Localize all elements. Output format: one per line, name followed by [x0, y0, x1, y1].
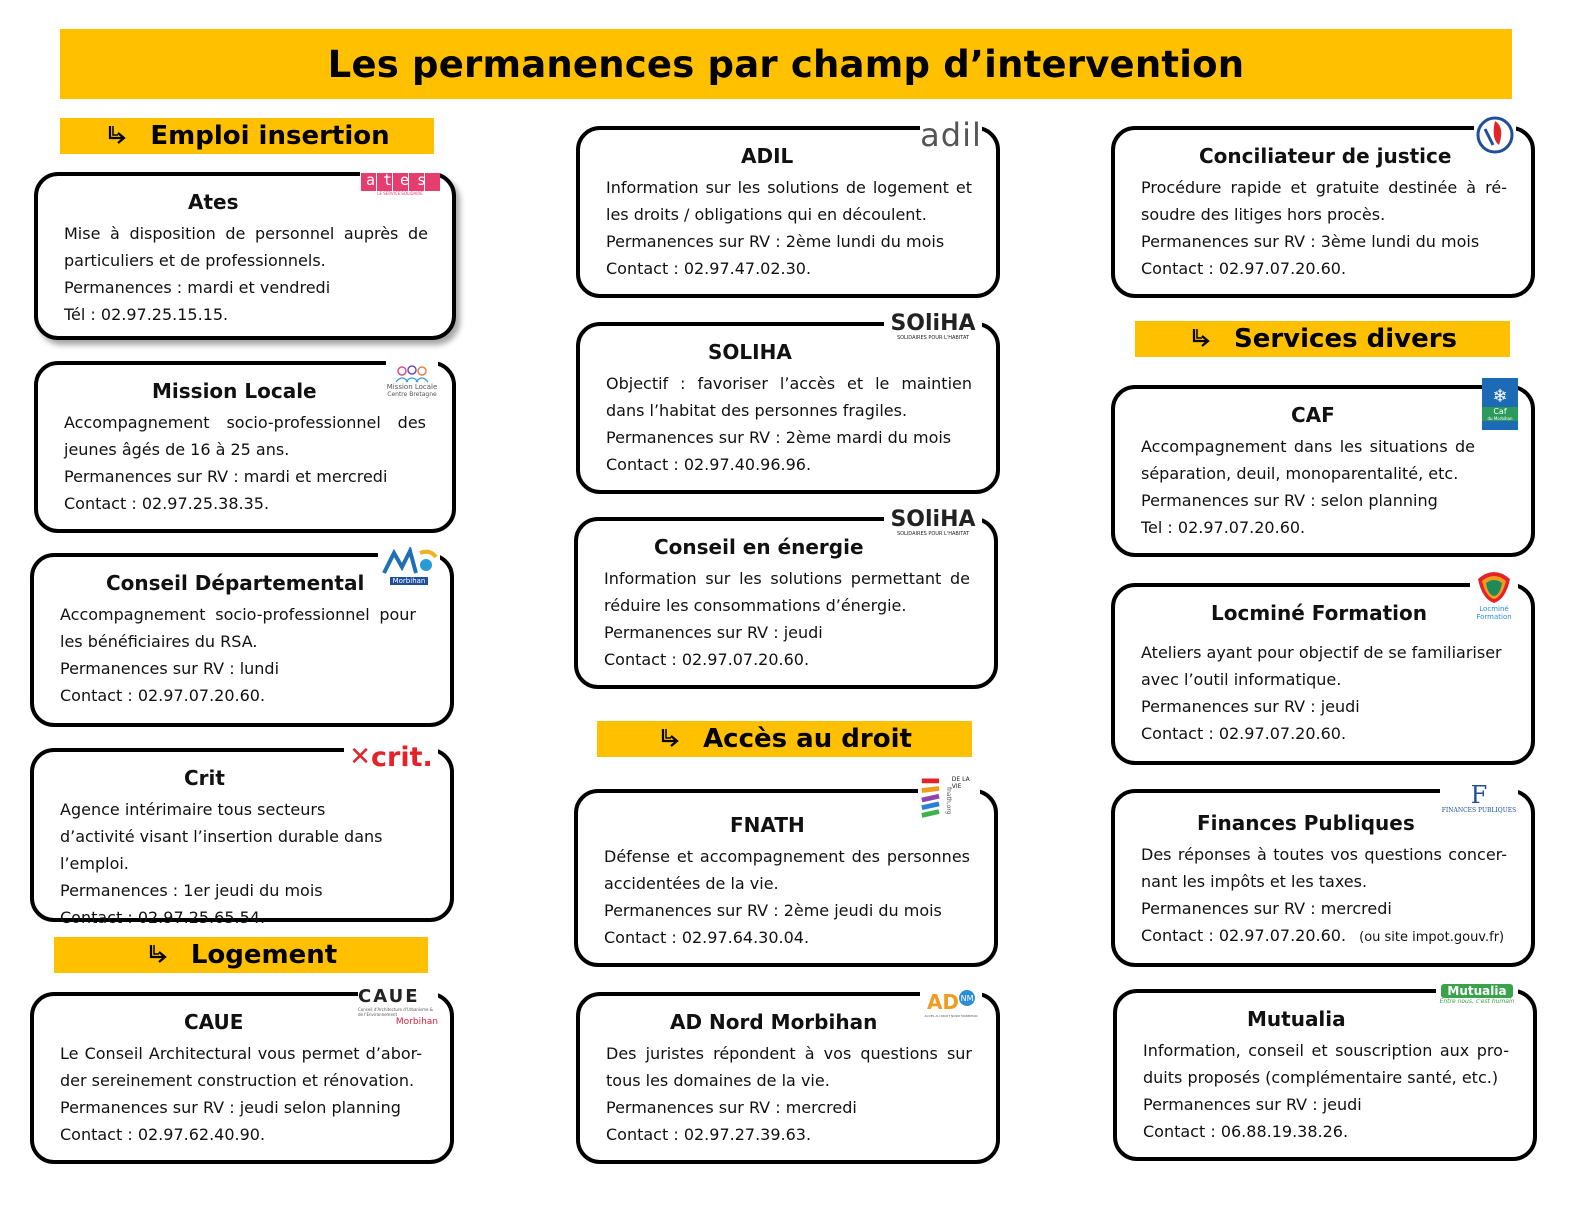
card-desc: Accompagnement dans les situations de séparation, deuil, monoparentalité, etc.	[1141, 437, 1475, 483]
card-perm: Permanences sur RV : lundi	[60, 659, 280, 678]
section-services	[1135, 321, 1510, 357]
ates-logo	[360, 170, 440, 198]
soliha-logo-sub: SOLIDAIRES POUR L'HABITAT	[896, 335, 970, 341]
caf-snowflake-icon: ❄	[1492, 386, 1508, 407]
card-perm: Permanences : 1er jeudi du mois	[60, 881, 323, 900]
caue-logo-sub: Conseil d'Architecture d'Urbanisme & de l'Environnement	[358, 1006, 433, 1017]
section-acces-label: Accès au droit	[703, 724, 912, 754]
card-desc: Information, conseil et souscription aux pro-duits proposés (complémentaire santé, etc.)	[1143, 1041, 1509, 1087]
mission-logo-text: Mission Locale	[386, 382, 438, 391]
card-title: Conciliateur de justice	[1199, 144, 1452, 168]
card-contact: Contact : 02.97.07.20.60.	[60, 686, 266, 705]
card-soliha	[576, 322, 1000, 494]
card-conseil-energie	[574, 517, 998, 689]
fnath-logo-a: DE LA VIE	[951, 776, 970, 790]
card-title: Mutualia	[1247, 1007, 1346, 1031]
caue-logo	[358, 987, 438, 1025]
card-title: Ates	[188, 190, 239, 214]
card-perm: Permanences sur RV : selon planning	[1141, 491, 1438, 510]
soliha-logo-text: SOliHA	[890, 311, 976, 336]
card-contact: Contact : 02.97.07.20.60.	[1141, 724, 1347, 743]
fnath-logo-b: fnath.org	[944, 787, 952, 815]
card-title: Finances Publiques	[1197, 811, 1415, 835]
morbihan-logo-text: Morbihan	[390, 577, 429, 585]
card-perm: Permanences sur RV : 2ème jeudi du mois	[604, 901, 942, 920]
card-title: SOLIHA	[708, 340, 792, 364]
adnm-logo-text: AD	[926, 990, 960, 1014]
card-perm: Permanences sur RV : 3ème lundi du mois	[1141, 232, 1480, 251]
mission-locale-logo	[386, 358, 438, 404]
caue-logo-dep: Morbihan	[395, 1016, 438, 1027]
soliha-energie-logo	[884, 506, 982, 540]
mutualia-logo-sub: Entre nous, c'est humain	[1439, 997, 1515, 1005]
card-contact: Contact : 02.97.40.96.96.	[606, 455, 812, 474]
card-desc: Information sur les solutions permettant de réduire les consommations d’énergie.	[604, 569, 970, 615]
card-perm: Permanences sur RV : mercredi	[606, 1098, 857, 1117]
justice-logo	[1474, 114, 1516, 156]
card-desc: Procédure rapide et gratuite destinée à ré-soudre des litiges hors procès.	[1141, 178, 1507, 224]
section-emploi	[60, 118, 434, 154]
section-emploi-label: Emploi insertion	[150, 121, 390, 151]
card-desc: Ateliers ayant pour objectif de se familiariser avec l’outil informatique.	[1141, 643, 1502, 689]
page-title: Les permanences par champ d’intervention	[327, 42, 1245, 86]
finances-logo-text: F	[1470, 780, 1488, 809]
card-desc: Accompagnement socio-professionnel des jeunes âgés de 16 à 25 ans.	[64, 413, 426, 459]
crit-logo	[344, 740, 438, 774]
caf-logo-text: Caf	[1482, 407, 1518, 416]
card-title: Mission Locale	[152, 379, 317, 403]
card-title: Conseil en énergie	[654, 535, 864, 559]
adnm-logo-sub: ACCÈS AU DROIT NORD MORBIHAN	[924, 1014, 978, 1018]
card-contact: Contact : 02.97.25.38.35.	[64, 494, 270, 513]
arrow-icon	[1188, 325, 1216, 353]
card-contact: Contact : 02.97.27.39.63.	[606, 1125, 812, 1144]
arrow-icon	[145, 941, 173, 969]
card-desc: Accompagnement socio-professionnel pour les bénéficiaires du RSA.	[60, 605, 416, 651]
card-perm: Permanences sur RV : mercredi	[1141, 899, 1392, 918]
card-contact: Contact : 02.97.62.40.90.	[60, 1125, 266, 1144]
section-logement	[54, 937, 428, 973]
adil-logo	[920, 116, 982, 154]
arrow-icon	[104, 122, 132, 150]
card-desc: Information sur les solutions de logement et les droits / obligations qui en découlent.	[606, 178, 972, 224]
finances-publiques-logo	[1440, 776, 1518, 820]
card-title: FNATH	[730, 813, 805, 837]
soliha-logo-text: SOliHA	[890, 507, 976, 532]
adnm-logo-nm: NM	[959, 990, 975, 1006]
card-desc: Agence intérimaire tous secteurs d’activité visant l’insertion durable dans l’emploi.	[60, 800, 383, 873]
mutualia-logo	[1436, 978, 1518, 1010]
mutualia-logo-text: Mutualia	[1441, 984, 1512, 998]
card-perm: Permanences sur RV : mardi et mercredi	[64, 467, 388, 486]
ad-nord-morbihan-logo	[920, 984, 982, 1024]
card-contact: Tél : 02.97.25.15.15.	[64, 305, 229, 324]
card-perm: Permanences sur RV : jeudi	[1141, 697, 1360, 716]
ates-logo-text: ates	[365, 171, 435, 189]
people-icon	[394, 365, 430, 383]
section-services-label: Services divers	[1233, 324, 1458, 354]
card-perm: Permanences sur RV : jeudi	[604, 623, 823, 642]
card-desc: Des réponses à toutes vos questions concer-nant les impôts et les taxes.	[1141, 845, 1507, 891]
card-contact: Contact : 02.97.25.65.54.	[60, 908, 266, 927]
card-title: CAUE	[184, 1010, 244, 1034]
morbihan-logo	[378, 545, 440, 587]
locmine-logo-text: Locminé Formation	[1476, 605, 1512, 621]
fnath-logo	[918, 774, 980, 828]
card-desc: Le Conseil Architectural vous permet d’abor-der sereinement construction et rénovation.	[60, 1044, 422, 1090]
card-contact: Contact : 02.97.47.02.30.	[606, 259, 812, 278]
card-desc: Des juristes répondent à vos questions sur tous les domaines de la vie.	[606, 1044, 972, 1090]
card-title: Locminé Formation	[1211, 601, 1427, 625]
card-perm: Permanences sur RV : jeudi selon planning	[60, 1098, 401, 1117]
page-title-banner	[60, 29, 1512, 99]
section-acces	[597, 721, 972, 757]
locmine-mark-icon	[1474, 569, 1514, 605]
soliha-logo-sub: SOLIDAIRES POUR L'HABITAT	[896, 531, 970, 537]
card-contact: Contact : 06.88.19.38.26.	[1143, 1122, 1349, 1141]
card-perm: Permanences sur RV : 2ème mardi du mois	[606, 428, 952, 447]
caf-logo	[1482, 378, 1518, 430]
morbihan-mark-icon	[380, 547, 438, 577]
arrow-icon	[657, 725, 685, 753]
card-perm: Permanences sur RV : jeudi	[1143, 1095, 1362, 1114]
card-desc: Objectif : favoriser l’accès et le maintien dans l’habitat des personnes fragiles.	[606, 374, 972, 420]
card-perm: Permanences : mardi et vendredi	[64, 278, 331, 297]
card-title: Conseil Départemental	[106, 571, 365, 595]
card-desc: Mise à disposition de personnel auprès de particuliers et de professionnels.	[64, 224, 428, 270]
finances-logo-sub: FINANCES PUBLIQUES	[1441, 806, 1517, 814]
card-caf	[1111, 385, 1535, 557]
card-title: ADIL	[741, 144, 794, 168]
card-contact: Contact : 02.97.64.30.04.	[604, 928, 810, 947]
ates-logo-sub: LE SERVICE SOLIDAIRE	[377, 190, 423, 196]
card-title: AD Nord Morbihan	[670, 1010, 878, 1034]
card-contact-text: Contact : 02.97.07.20.60.	[1141, 926, 1347, 945]
card-contact: Contact : 02.97.07.20.60.	[604, 650, 810, 669]
card-crit	[30, 748, 454, 927]
soliha-logo	[884, 310, 982, 344]
justice-seal-icon	[1475, 115, 1515, 155]
adil-logo-text: adil	[920, 116, 982, 154]
section-logement-label: Logement	[190, 940, 338, 970]
caue-logo-text: CAUE	[358, 985, 420, 1007]
crit-logo-text: crit.	[371, 741, 433, 773]
card-conciliateur	[1111, 126, 1535, 298]
card-contact: Tel : 02.97.07.20.60.	[1141, 518, 1306, 537]
card-mutualia	[1113, 989, 1537, 1161]
fnath-mark-icon	[918, 776, 945, 826]
crit-x-icon: ✕	[349, 742, 372, 772]
card-desc: Défense et accompagnement des personnes accidentées de la vie.	[604, 847, 970, 893]
card-title: CAF	[1291, 403, 1335, 427]
locmine-logo	[1470, 567, 1518, 623]
mission-logo-sub: Centre Bretagne	[387, 390, 437, 398]
caf-logo-sub: du Morbihan	[1482, 416, 1518, 421]
card-title: Crit	[184, 766, 225, 790]
card-contact	[1141, 922, 1507, 951]
card-perm: Permanences sur RV : 2ème lundi du mois	[606, 232, 945, 251]
card-contact-note: (ou site impot.gouv.fr)	[1359, 930, 1505, 945]
card-contact: Contact : 02.97.07.20.60.	[1141, 259, 1347, 278]
